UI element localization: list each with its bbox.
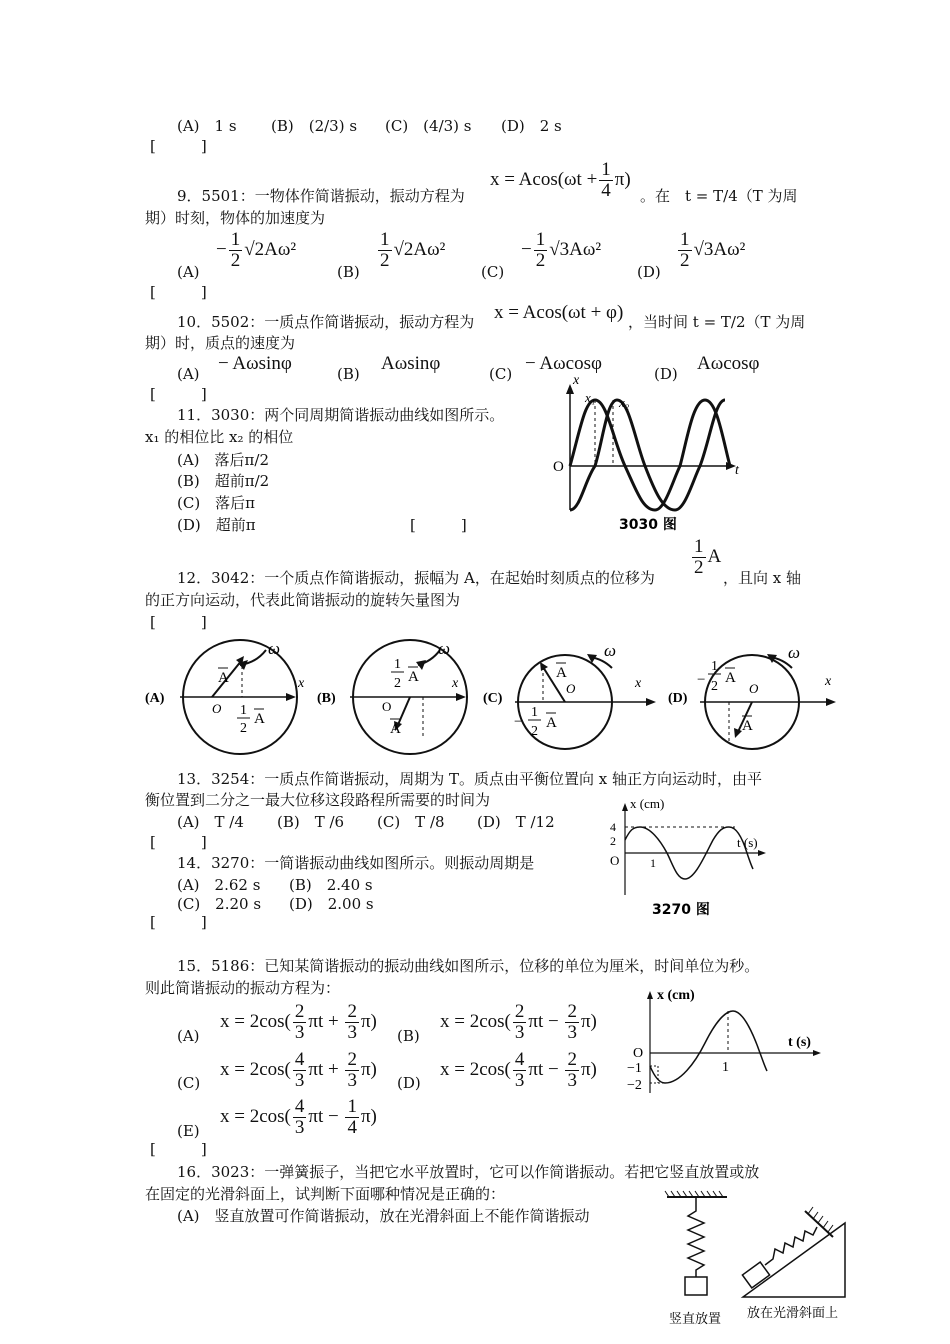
phasor-d-o: O: [749, 681, 759, 696]
q15-label-a: (A): [177, 1027, 200, 1045]
q10-label-b: (B): [337, 365, 360, 383]
phasor-c-o: O: [566, 681, 576, 696]
q8-option-c: (C) (4/3) s: [385, 117, 472, 135]
q10-text-3: 期）时，质点的速度为: [145, 334, 296, 352]
q15-option-c: x = 2cos( $\frac{4}{3}$ πt + $\frac{2}{3}$ π): [220, 1049, 377, 1091]
q9-formula: x = Acos(ωt + $\frac{1}{4}$ π): [490, 159, 631, 201]
answer-bracket: [ ]: [150, 385, 207, 403]
q14-option-c: (C) 2.20 s: [177, 895, 262, 913]
q10-option-a: − Aωsinφ: [218, 353, 292, 374]
phasor-c-vec: A: [556, 665, 567, 681]
q10-formula: x = Acos(ωt + φ): [494, 302, 624, 323]
answer-bracket: [ ]: [150, 137, 207, 155]
fig-5186-y-label: x (cm): [657, 988, 695, 1003]
q10-option-b: Aωsinφ: [381, 353, 441, 374]
q10-label-a: (A): [177, 365, 200, 383]
fig-5186-t-label: t (s): [788, 1035, 811, 1050]
q9-label-d: (D): [637, 263, 661, 281]
q13-option-b: (B) T /6: [277, 813, 345, 831]
phasor-a-x: x: [298, 676, 305, 691]
fig-5186-t1: 1: [722, 1060, 729, 1075]
phasor-label-b: (B): [317, 691, 336, 706]
phasor-label-a: (A): [145, 691, 165, 706]
q14-option-a: (A) 2.62 s: [177, 876, 261, 894]
q16-text-1: 16．3023：一弹簧振子，当把它水平放置时，它可以作简谐振动。若把它竖直放置或放: [177, 1163, 760, 1181]
q12-half-a: $\frac{1}{2}$ A: [694, 536, 722, 578]
q10-option-c: − Aωcosφ: [525, 353, 602, 374]
figure-springs: [655, 1185, 855, 1335]
q9-text-1: 9．5501：一物体作简谐振动，振动方程为: [177, 187, 465, 205]
q15-label-d: (D): [397, 1074, 421, 1092]
phasor-d-frac-d: 2: [711, 679, 718, 694]
fig-3030-origin: O: [553, 459, 564, 475]
q11-option-c: (C) 落后π: [177, 494, 256, 512]
fig-3030-x-label: x: [573, 373, 580, 388]
phasor-d-frac-n: 1: [711, 659, 718, 674]
q15-option-d: x = 2cos( $\frac{4}{3}$ πt − $\frac{2}{3}$ π): [440, 1049, 597, 1091]
q15-option-b: x = 2cos( $\frac{2}{3}$ πt − $\frac{2}{3}$ π): [440, 1001, 597, 1043]
figure-3270: [605, 795, 785, 925]
q9-option-c: − $\frac{1}{2}$ √3Aω²: [521, 229, 602, 271]
q9-text-3: 期）时刻，物体的加速度为: [145, 209, 326, 227]
phasor-c-omega: ω: [604, 641, 617, 660]
fig-5186-ym2: −2: [627, 1078, 642, 1093]
q12-text-2: ，且向 x 轴: [723, 569, 801, 587]
q16-text-2: 在固定的光滑斜面上，试判断下面哪种情况是正确的：: [145, 1185, 506, 1203]
q15-label-e: (E): [177, 1122, 200, 1140]
q14-option-d: (D) 2.00 s: [289, 895, 374, 913]
q14-option-b: (B) 2.40 s: [289, 876, 373, 894]
phasor-a-vec2: A: [254, 711, 265, 727]
phasor-d-omega: ω: [788, 643, 801, 662]
phasor-a-o: O: [212, 701, 222, 716]
phasor-a-omega: ω: [268, 639, 281, 658]
q8-option-a: (A) 1 s: [177, 117, 237, 135]
q9-text-2: 。在 t = T/4（T 为周: [640, 187, 798, 205]
curve-x1: [570, 400, 730, 510]
q15-label-c: (C): [177, 1074, 201, 1092]
fig-3270-y2: 2: [610, 834, 616, 848]
q10-option-d: Aωcosφ: [697, 353, 760, 374]
q9-option-a: − $\frac{1}{2}$ √2Aω²: [216, 229, 297, 271]
phasor-b-frac-d: 2: [394, 676, 401, 691]
q14-text-1: 14．3270：一简谐振动曲线如图所示。则振动周期是: [177, 854, 535, 872]
q9-label-b: (B): [337, 263, 360, 281]
phasor-c-x: x: [635, 676, 642, 691]
phasor-c-frac-n: 1: [531, 705, 538, 720]
fig-3030-x2-label: x₂: [619, 395, 630, 410]
fig-3270-origin: O: [610, 853, 620, 868]
fig-3270-y4: 4: [610, 820, 616, 834]
q13-text-1: 13．3254：一质点作简谐振动，周期为 T。质点由平衡位置向 x 轴正方向运动时，由平: [177, 770, 763, 788]
phasor-d-vec2: A: [742, 718, 753, 734]
phasor-a-vec: A: [218, 670, 229, 686]
q10-label-d: (D): [654, 365, 678, 383]
q15-text-1: 15．5186：已知某简谐振动的振动曲线如图所示，位移的单位为厘米，时间单位为秒。: [177, 957, 760, 975]
fig-3270-y-label: x (cm): [630, 796, 665, 811]
answer-bracket: [ ]: [150, 1140, 207, 1158]
q8-option-b: (B) (2/3) s: [271, 117, 358, 135]
q11-text-1: 11．3030：两个同周期简谐振动曲线如图所示。: [177, 406, 505, 424]
phasor-b-x: x: [452, 676, 459, 691]
phasor-d-minus: −: [697, 672, 706, 688]
phasor-diagrams: [140, 630, 940, 760]
phasor-c-frac-d: 2: [531, 724, 538, 739]
figure-5186: [625, 983, 825, 1103]
phasor-b-frac-n: 1: [394, 657, 401, 672]
fig-5186-origin: O: [633, 1046, 644, 1061]
fig-3270-t1: 1: [650, 856, 656, 870]
phasor-a-frac-n: 1: [240, 703, 247, 718]
answer-bracket: [ ]: [150, 613, 207, 631]
q15-option-e: x = 2cos( $\frac{4}{3}$ πt − $\frac{1}{4}$ π): [220, 1096, 377, 1138]
q12-text-1: 12．3042：一个质点作简谐振动，振幅为 A，在起始时刻质点的位移为: [177, 569, 655, 587]
q11-text-2: x₁ 的相位比 x₂ 的相位: [145, 428, 294, 446]
q15-option-a: x = 2cos( $\frac{2}{3}$ πt + $\frac{2}{3}$ π): [220, 1001, 377, 1043]
q9-label-a: (A): [177, 263, 200, 281]
fig-3270-caption: 3270 图: [652, 902, 710, 918]
answer-bracket: [ ]: [150, 283, 207, 301]
q11-option-d: (D) 超前π: [177, 516, 256, 534]
figure-3030: [545, 370, 745, 533]
q8-option-d: (D) 2 s: [501, 117, 562, 135]
q13-option-d: (D) T /12: [477, 813, 555, 831]
phasor-d-vec: A: [725, 670, 736, 686]
q10-text-2: ，当时间 t = T/2（T 为周: [628, 313, 806, 331]
q13-option-a: (A) T /4: [177, 813, 244, 831]
q12-text-3: 的正方向运动，代表此简谐振动的旋转矢量图为: [145, 591, 461, 609]
q9-option-d: $\frac{1}{2}$ √3Aω²: [680, 229, 746, 271]
phasor-label-c: (C): [483, 691, 503, 706]
phasor-c-minus: −: [514, 714, 523, 730]
q13-option-c: (C) T /8: [377, 813, 445, 831]
q9-label-c: (C): [481, 263, 505, 281]
caption-incline: 放在光滑斜面上: [747, 1305, 839, 1320]
q15-text-2: 则此简谐振动的振动方程为：: [145, 979, 341, 997]
q10-text-1: 10．5502：一质点作简谐振动，振动方程为: [177, 313, 475, 331]
q13-text-2: 衡位置到二分之一最大位移这段路程所需要的时间为: [145, 791, 491, 809]
answer-bracket: [ ]: [150, 913, 207, 931]
phasor-b-o: O: [382, 699, 392, 714]
curve-x2: [570, 400, 725, 510]
q10-label-c: (C): [489, 365, 513, 383]
phasor-b-vec: A: [408, 669, 419, 685]
caption-vertical: 竖直放置: [669, 1311, 722, 1326]
phasor-c-vec2: A: [546, 715, 557, 731]
q11-option-b: (B) 超前π/2: [177, 472, 270, 490]
phasor-label-d: (D): [668, 691, 688, 706]
fig-5186-ym1: −1: [627, 1061, 642, 1076]
phasor-d-x: x: [825, 674, 832, 689]
q11-option-a: (A) 落后π/2: [177, 451, 269, 469]
phasor-a-frac-d: 2: [240, 721, 247, 736]
q15-label-b: (B): [397, 1027, 420, 1045]
answer-bracket: [ ]: [410, 516, 467, 534]
fig-3270-t-label: t (s): [737, 835, 758, 850]
fig-3030-caption: 3030 图: [619, 517, 677, 533]
answer-bracket: [ ]: [150, 833, 207, 851]
phasor-b-omega: ω: [438, 639, 451, 658]
phasor-b-vec2: A: [390, 721, 401, 737]
fig-3030-x1-label: x₁: [585, 390, 596, 405]
fig-3030-t-label: t: [735, 463, 739, 478]
q9-option-b: $\frac{1}{2}$ √2Aω²: [380, 229, 446, 271]
q16-option-a: (A) 竖直放置可作简谐振动，放在光滑斜面上不能作简谐振动: [177, 1207, 590, 1225]
